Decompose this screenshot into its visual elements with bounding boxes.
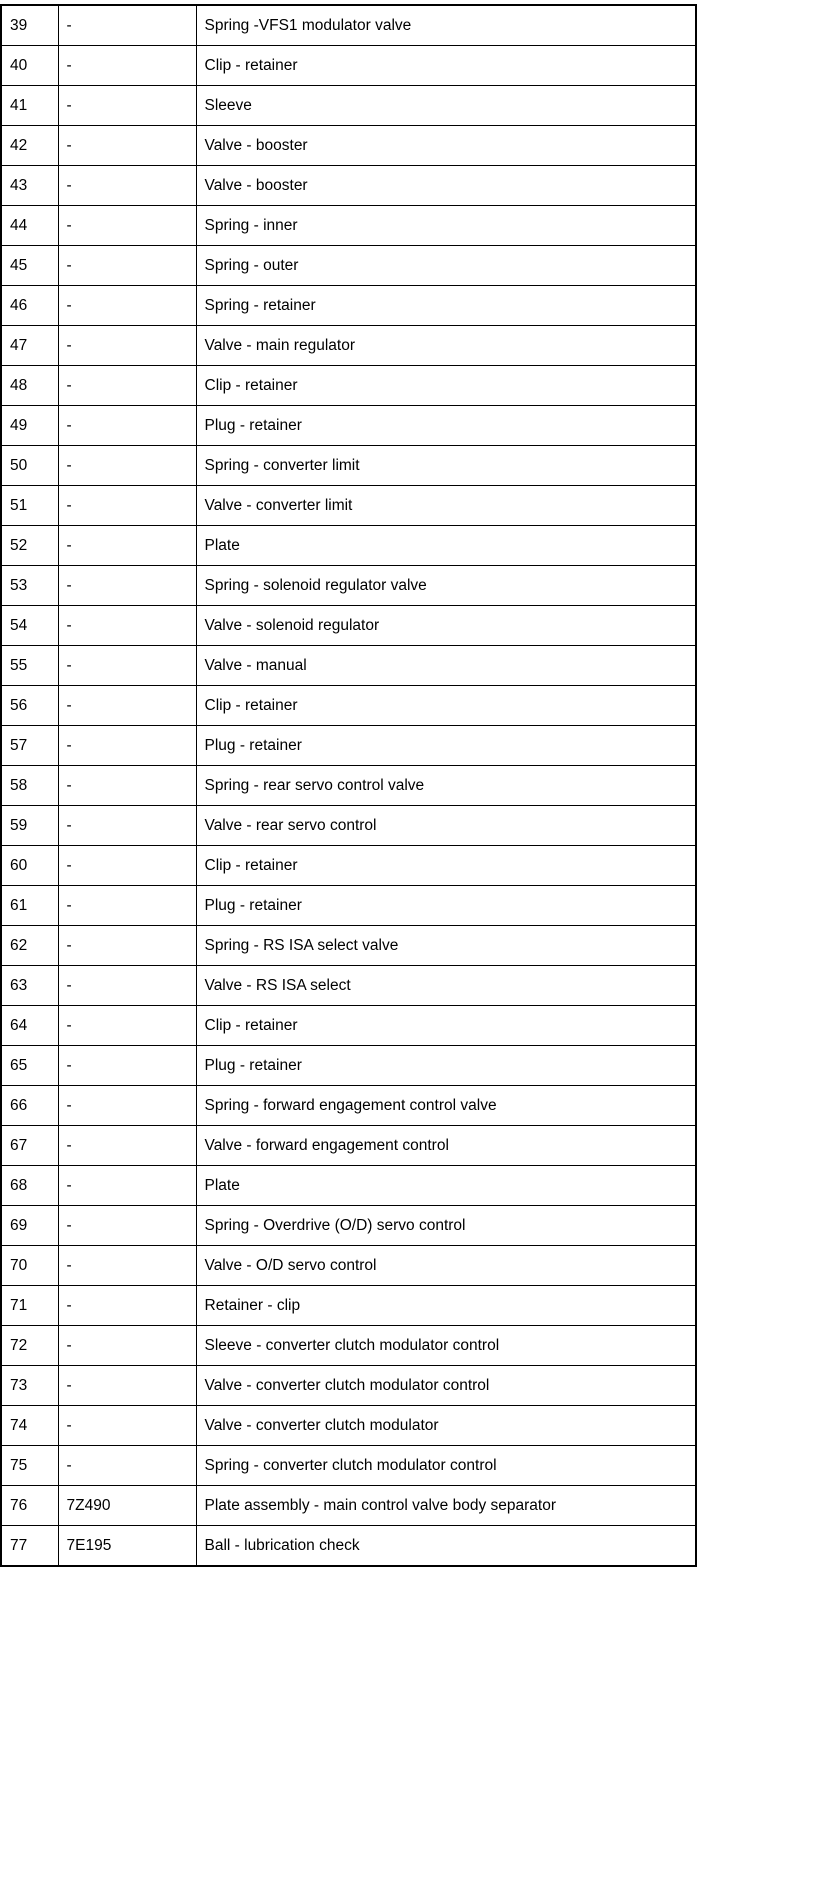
cell-description: Plug - retainer (196, 726, 696, 766)
cell-description: Spring - outer (196, 246, 696, 286)
cell-description: Plug - retainer (196, 1046, 696, 1086)
cell-description: Spring - Overdrive (O/D) servo control (196, 1206, 696, 1246)
cell-description: Spring - RS ISA select valve (196, 926, 696, 966)
cell-part-number: - (58, 1246, 196, 1286)
cell-item-number: 54 (1, 606, 58, 646)
cell-part-number: - (58, 1366, 196, 1406)
table-row (1, 1206, 696, 1246)
cell-item-number: 55 (1, 646, 58, 686)
cell-part-number: - (58, 926, 196, 966)
cell-item-number: 71 (1, 1286, 58, 1326)
table-row (1, 1486, 696, 1526)
cell-description: Plug - retainer (196, 406, 696, 446)
table-row (1, 406, 696, 446)
table-row (1, 1046, 696, 1086)
cell-part-number: - (58, 526, 196, 566)
cell-item-number: 42 (1, 126, 58, 166)
cell-item-number: 46 (1, 286, 58, 326)
cell-item-number: 61 (1, 886, 58, 926)
table-row (1, 326, 696, 366)
cell-description: Clip - retainer (196, 366, 696, 406)
cell-description: Plate (196, 526, 696, 566)
cell-part-number: - (58, 486, 196, 526)
cell-item-number: 58 (1, 766, 58, 806)
cell-part-number: - (58, 686, 196, 726)
cell-item-number: 70 (1, 1246, 58, 1286)
cell-description: Valve - rear servo control (196, 806, 696, 846)
cell-part-number: - (58, 446, 196, 486)
cell-description: Valve - manual (196, 646, 696, 686)
table-row (1, 926, 696, 966)
cell-part-number: - (58, 1446, 196, 1486)
cell-part-number: - (58, 1086, 196, 1126)
cell-part-number: - (58, 1206, 196, 1246)
cell-description: Clip - retainer (196, 1006, 696, 1046)
cell-description: Valve - booster (196, 166, 696, 206)
parts-table-body (1, 5, 696, 1566)
table-row (1, 726, 696, 766)
cell-item-number: 69 (1, 1206, 58, 1246)
cell-part-number: - (58, 606, 196, 646)
cell-description: Valve - main regulator (196, 326, 696, 366)
cell-item-number: 39 (1, 5, 58, 46)
cell-description: Valve - solenoid regulator (196, 606, 696, 646)
cell-description: Sleeve (196, 86, 696, 126)
cell-item-number: 62 (1, 926, 58, 966)
cell-description: Retainer - clip (196, 1286, 696, 1326)
cell-part-number: - (58, 726, 196, 766)
cell-part-number: - (58, 366, 196, 406)
table-row (1, 5, 696, 46)
cell-item-number: 56 (1, 686, 58, 726)
table-row (1, 246, 696, 286)
cell-description: Spring - converter clutch modulator control (196, 1446, 696, 1486)
parts-table (0, 4, 697, 1567)
cell-item-number: 59 (1, 806, 58, 846)
table-row (1, 966, 696, 1006)
table-row (1, 1446, 696, 1486)
cell-part-number: 7E195 (58, 1526, 196, 1567)
cell-part-number: - (58, 1126, 196, 1166)
cell-item-number: 40 (1, 46, 58, 86)
table-row (1, 206, 696, 246)
cell-description: Spring - forward engagement control valve (196, 1086, 696, 1126)
table-row (1, 846, 696, 886)
cell-description: Clip - retainer (196, 46, 696, 86)
cell-item-number: 66 (1, 1086, 58, 1126)
table-row (1, 686, 696, 726)
table-row (1, 886, 696, 926)
cell-description: Spring -VFS1 modulator valve (196, 5, 696, 46)
table-row (1, 1326, 696, 1366)
cell-item-number: 45 (1, 246, 58, 286)
cell-part-number: - (58, 566, 196, 606)
cell-part-number: - (58, 1046, 196, 1086)
cell-item-number: 72 (1, 1326, 58, 1366)
table-row (1, 1006, 696, 1046)
cell-part-number: - (58, 806, 196, 846)
cell-item-number: 53 (1, 566, 58, 606)
table-row (1, 606, 696, 646)
table-row (1, 166, 696, 206)
cell-item-number: 76 (1, 1486, 58, 1526)
cell-description: Spring - solenoid regulator valve (196, 566, 696, 606)
cell-part-number: - (58, 86, 196, 126)
cell-item-number: 48 (1, 366, 58, 406)
cell-description: Valve - forward engagement control (196, 1126, 696, 1166)
cell-description: Clip - retainer (196, 686, 696, 726)
table-row (1, 1526, 696, 1567)
table-row (1, 806, 696, 846)
cell-description: Ball - lubrication check (196, 1526, 696, 1567)
cell-part-number: - (58, 246, 196, 286)
table-row (1, 1246, 696, 1286)
table-row (1, 286, 696, 326)
cell-item-number: 64 (1, 1006, 58, 1046)
cell-item-number: 65 (1, 1046, 58, 1086)
cell-item-number: 52 (1, 526, 58, 566)
cell-part-number: - (58, 5, 196, 46)
cell-description: Spring - rear servo control valve (196, 766, 696, 806)
cell-part-number: - (58, 846, 196, 886)
cell-description: Plate assembly - main control valve body separator (196, 1486, 696, 1526)
cell-item-number: 50 (1, 446, 58, 486)
cell-part-number: - (58, 766, 196, 806)
cell-item-number: 77 (1, 1526, 58, 1567)
cell-part-number: - (58, 1006, 196, 1046)
cell-item-number: 44 (1, 206, 58, 246)
cell-part-number: - (58, 286, 196, 326)
cell-description: Spring - converter limit (196, 446, 696, 486)
cell-item-number: 63 (1, 966, 58, 1006)
cell-description: Plate (196, 1166, 696, 1206)
cell-description: Plug - retainer (196, 886, 696, 926)
table-row (1, 46, 696, 86)
table-row (1, 126, 696, 166)
table-row (1, 446, 696, 486)
cell-part-number: - (58, 326, 196, 366)
cell-item-number: 43 (1, 166, 58, 206)
cell-description: Valve - RS ISA select (196, 966, 696, 1006)
cell-item-number: 41 (1, 86, 58, 126)
table-row (1, 486, 696, 526)
cell-item-number: 47 (1, 326, 58, 366)
cell-item-number: 75 (1, 1446, 58, 1486)
cell-description: Clip - retainer (196, 846, 696, 886)
cell-item-number: 67 (1, 1126, 58, 1166)
cell-part-number: - (58, 126, 196, 166)
cell-item-number: 74 (1, 1406, 58, 1446)
cell-part-number: - (58, 1286, 196, 1326)
cell-description: Valve - converter limit (196, 486, 696, 526)
cell-description: Valve - converter clutch modulator (196, 1406, 696, 1446)
table-row (1, 86, 696, 126)
cell-item-number: 73 (1, 1366, 58, 1406)
table-row (1, 1406, 696, 1446)
cell-description: Valve - converter clutch modulator control (196, 1366, 696, 1406)
cell-item-number: 49 (1, 406, 58, 446)
table-row (1, 766, 696, 806)
cell-part-number: - (58, 1166, 196, 1206)
table-row (1, 526, 696, 566)
cell-part-number: - (58, 1406, 196, 1446)
table-row (1, 566, 696, 606)
cell-part-number: - (58, 166, 196, 206)
table-row (1, 1166, 696, 1206)
table-row (1, 1366, 696, 1406)
table-row (1, 1086, 696, 1126)
cell-item-number: 68 (1, 1166, 58, 1206)
cell-item-number: 57 (1, 726, 58, 766)
cell-part-number: - (58, 1326, 196, 1366)
cell-description: Valve - booster (196, 126, 696, 166)
cell-item-number: 60 (1, 846, 58, 886)
cell-part-number: - (58, 406, 196, 446)
cell-description: Spring - retainer (196, 286, 696, 326)
cell-part-number: - (58, 46, 196, 86)
table-row (1, 1286, 696, 1326)
table-row (1, 366, 696, 406)
cell-description: Sleeve - converter clutch modulator control (196, 1326, 696, 1366)
cell-part-number: - (58, 206, 196, 246)
table-row (1, 1126, 696, 1166)
cell-description: Valve - O/D servo control (196, 1246, 696, 1286)
cell-part-number: - (58, 886, 196, 926)
cell-part-number: 7Z490 (58, 1486, 196, 1526)
table-row (1, 646, 696, 686)
cell-description: Spring - inner (196, 206, 696, 246)
cell-part-number: - (58, 646, 196, 686)
cell-part-number: - (58, 966, 196, 1006)
cell-item-number: 51 (1, 486, 58, 526)
